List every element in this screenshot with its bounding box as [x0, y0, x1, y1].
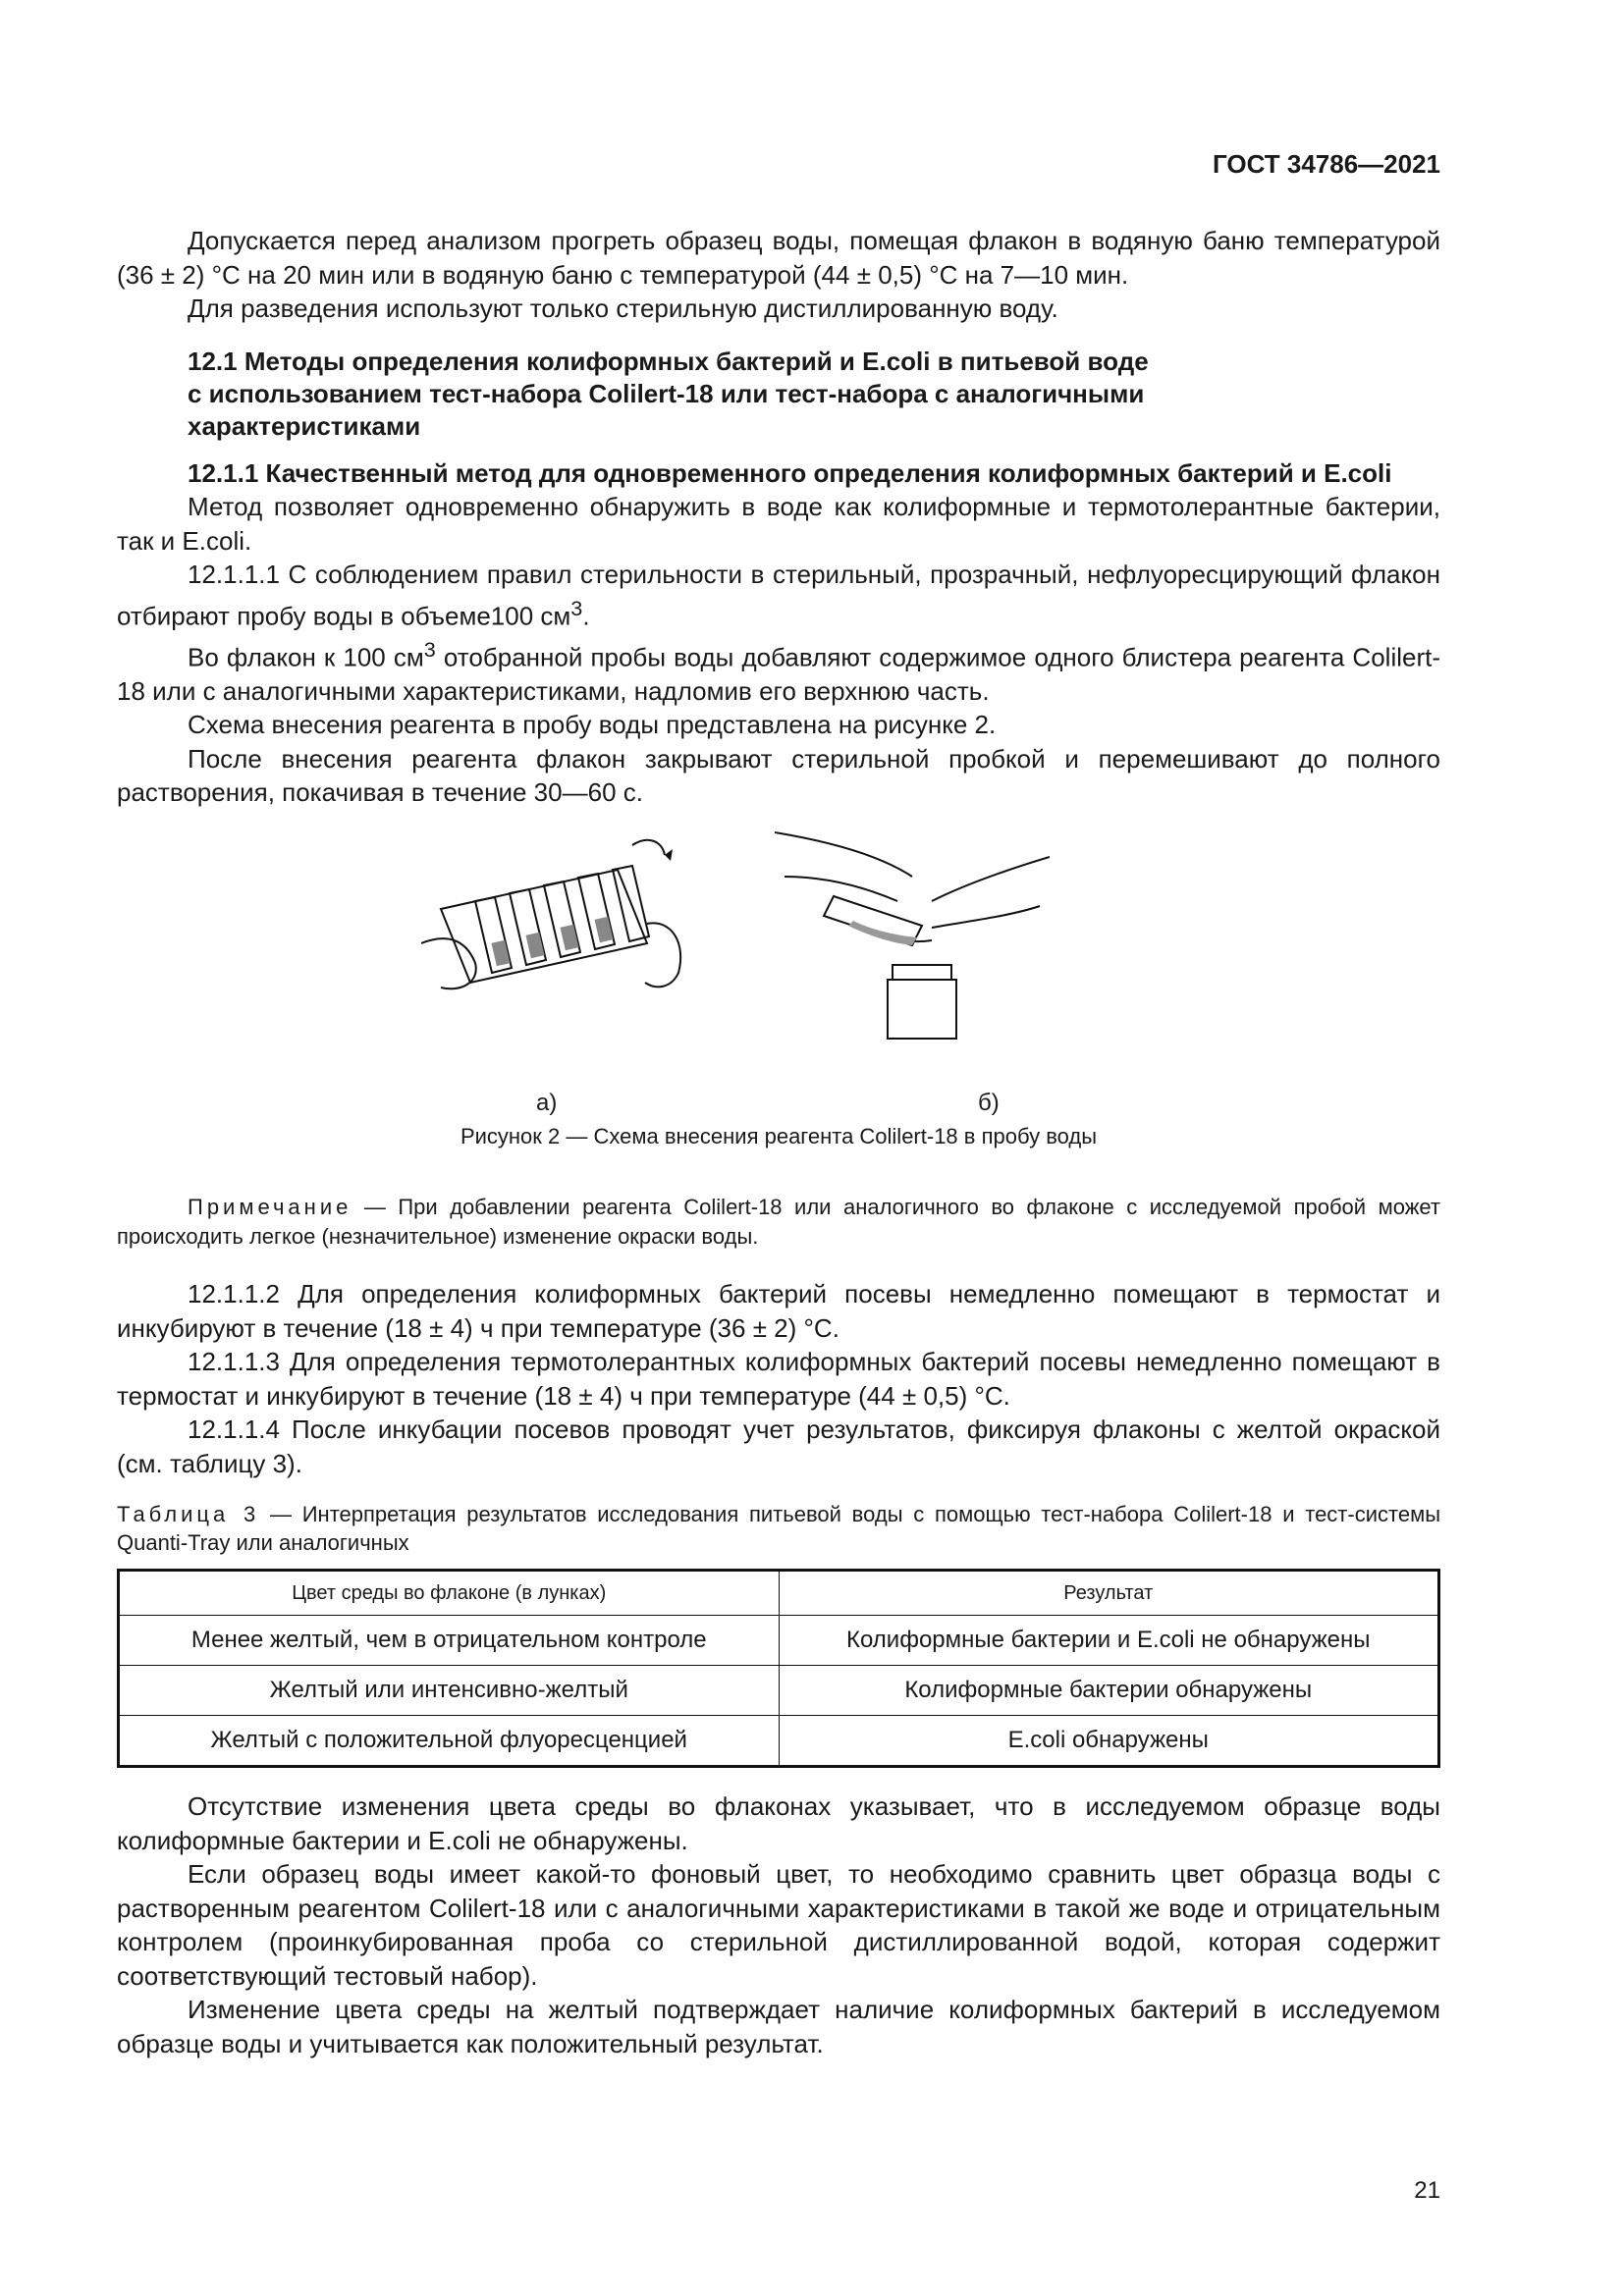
section-heading-12-1: 12.1 Методы определения колиформных бактерий и E.coli в питьевой воде с использованием тест-набора Colilert-18 или тест-набора с аналогичными характеристиками — [188, 346, 1149, 441]
paragraph: Допускается перед анализом прогреть образец воды, помещая флакон в водяную баню температурой (36 ± 2) °С на 20 мин или в водяную баню с температурой (44 ± 0,5) °С на 7—10 мин. — [117, 226, 1440, 290]
table-cell: Менее желтый, чем в отрицательном контроле — [119, 1616, 780, 1666]
paragraph: Метод позволяет одновременно обнаружить в воде как колиформные и термотолерантные бактерии, так и E.coli. — [117, 492, 1440, 556]
table-header-cell: Результат — [779, 1571, 1439, 1616]
figure-b-pouring-illustration — [775, 818, 1050, 1053]
paragraph: После внесения реагента флакон закрывают стерильной пробкой и перемешивают до полного растворения, покачивая в течение 30—60 с. — [117, 743, 1440, 808]
paragraph: 12.1.1.3 Для определения термотолерантных колиформных бактерий посевы немедленно помещают в термостат и инкубируют в течение (18 ± 4) ч при температуре (44 ± 0,5) °С. — [117, 1347, 1440, 1411]
page-number: 21 — [1414, 2177, 1440, 2204]
figure-label-a: а) — [536, 1089, 558, 1116]
figure-2 — [117, 818, 1440, 1116]
table-row — [119, 1666, 1439, 1716]
page-content — [117, 224, 1440, 2060]
table-cell: Колиформные бактерии обнаружены — [779, 1666, 1439, 1716]
paragraph: Изменение цвета среды на желтый подтверждает наличие колиформных бактерий в исследуемом образце воды и учитывается как положительный результат. — [117, 1995, 1440, 2058]
paragraph: 12.1.1.1 С соблюдением правил стерильности в стерильный, прозрачный, нефлуоресцирующий флакон отбирают пробу воды в объеме100 $см^3$. — [117, 560, 1440, 631]
table-header-cell: Цвет среды во флаконе (в лунках) — [119, 1571, 780, 1616]
paragraph: Если образец воды имеет какой-то фоновый цвет, то необходимо сравнить цвет образца воды с растворенным реагентом Colilert-18 или с аналогичными характеристиками в такой же воде и отрицательным контролем (проинкубированная проба со стерильной дистиллированной водой, которая содержит соответствующий тестовый набор). — [117, 1859, 1440, 1991]
paragraph: 12.1.1.4 После инкубации посевов проводят учет результатов, фиксируя флаконы с желтой окраской (см. таблицу 3). — [117, 1415, 1440, 1478]
paragraph: Отсутствие изменения цвета среды во флаконах указывает, что в исследуемом образце воды колиформные бактерии и E.coli не обнаружены. — [117, 1791, 1440, 1855]
table-caption: Таблица 3 — Интерпретация результатов исследования питьевой воды с помощью тест-набора Colilert-18 и тест-системы Quanti-Tray или аналогичных — [117, 1502, 1441, 1556]
table-cell: E.coli обнаружены — [779, 1716, 1439, 1767]
figure-label-b: б) — [978, 1089, 1000, 1116]
paragraph: 12.1.1.2 Для определения колиформных бактерий посевы немедленно помещают в термостат и инкубируют в течение (18 ± 4) ч при температуре (36 ± 2) °С. — [117, 1279, 1440, 1343]
table-row — [119, 1716, 1439, 1767]
table-row — [119, 1616, 1439, 1666]
table-cell: Колиформные бактерии и E.coli не обнаружены — [779, 1616, 1439, 1666]
paragraph: Во флакон к 100 $см^3$ отобранной пробы воды добавляют содержимое одного блистера реагента Colilert-18 или с аналогичными характеристиками, надломив его верхнюю часть. — [117, 636, 1441, 706]
results-table — [117, 1569, 1440, 1768]
figure-caption: Рисунок 2 — Схема внесения реагента Colilert-18 в пробу воды — [460, 1123, 1098, 1148]
table-cell: Желтый с положительной флуоресценцией — [119, 1716, 780, 1767]
paragraph: Схема внесения реагента в пробу воды представлена на рисунке 2. — [188, 710, 997, 740]
standard-header: ГОСТ 34786—2021 — [1213, 149, 1440, 179]
section-heading-12-1-1: 12.1.1 Качественный метод для одновременного определения колиформных бактерий и E.coli — [188, 457, 1392, 488]
table-cell: Желтый или интенсивно-желтый — [119, 1666, 780, 1716]
figure-a-blister-illustration — [421, 826, 716, 992]
note: Примечание — При добавлении реагента Colilert-18 или аналогичного во флаконе с исследуемой пробой может происходить легкое (незначительное) изменение окраски воды. — [117, 1195, 1440, 1250]
table-header-row — [119, 1571, 1439, 1616]
paragraph: Для разведения используют только стерильную дистиллированную воду. — [188, 294, 1058, 323]
closing-paragraphs — [117, 1789, 1440, 2060]
